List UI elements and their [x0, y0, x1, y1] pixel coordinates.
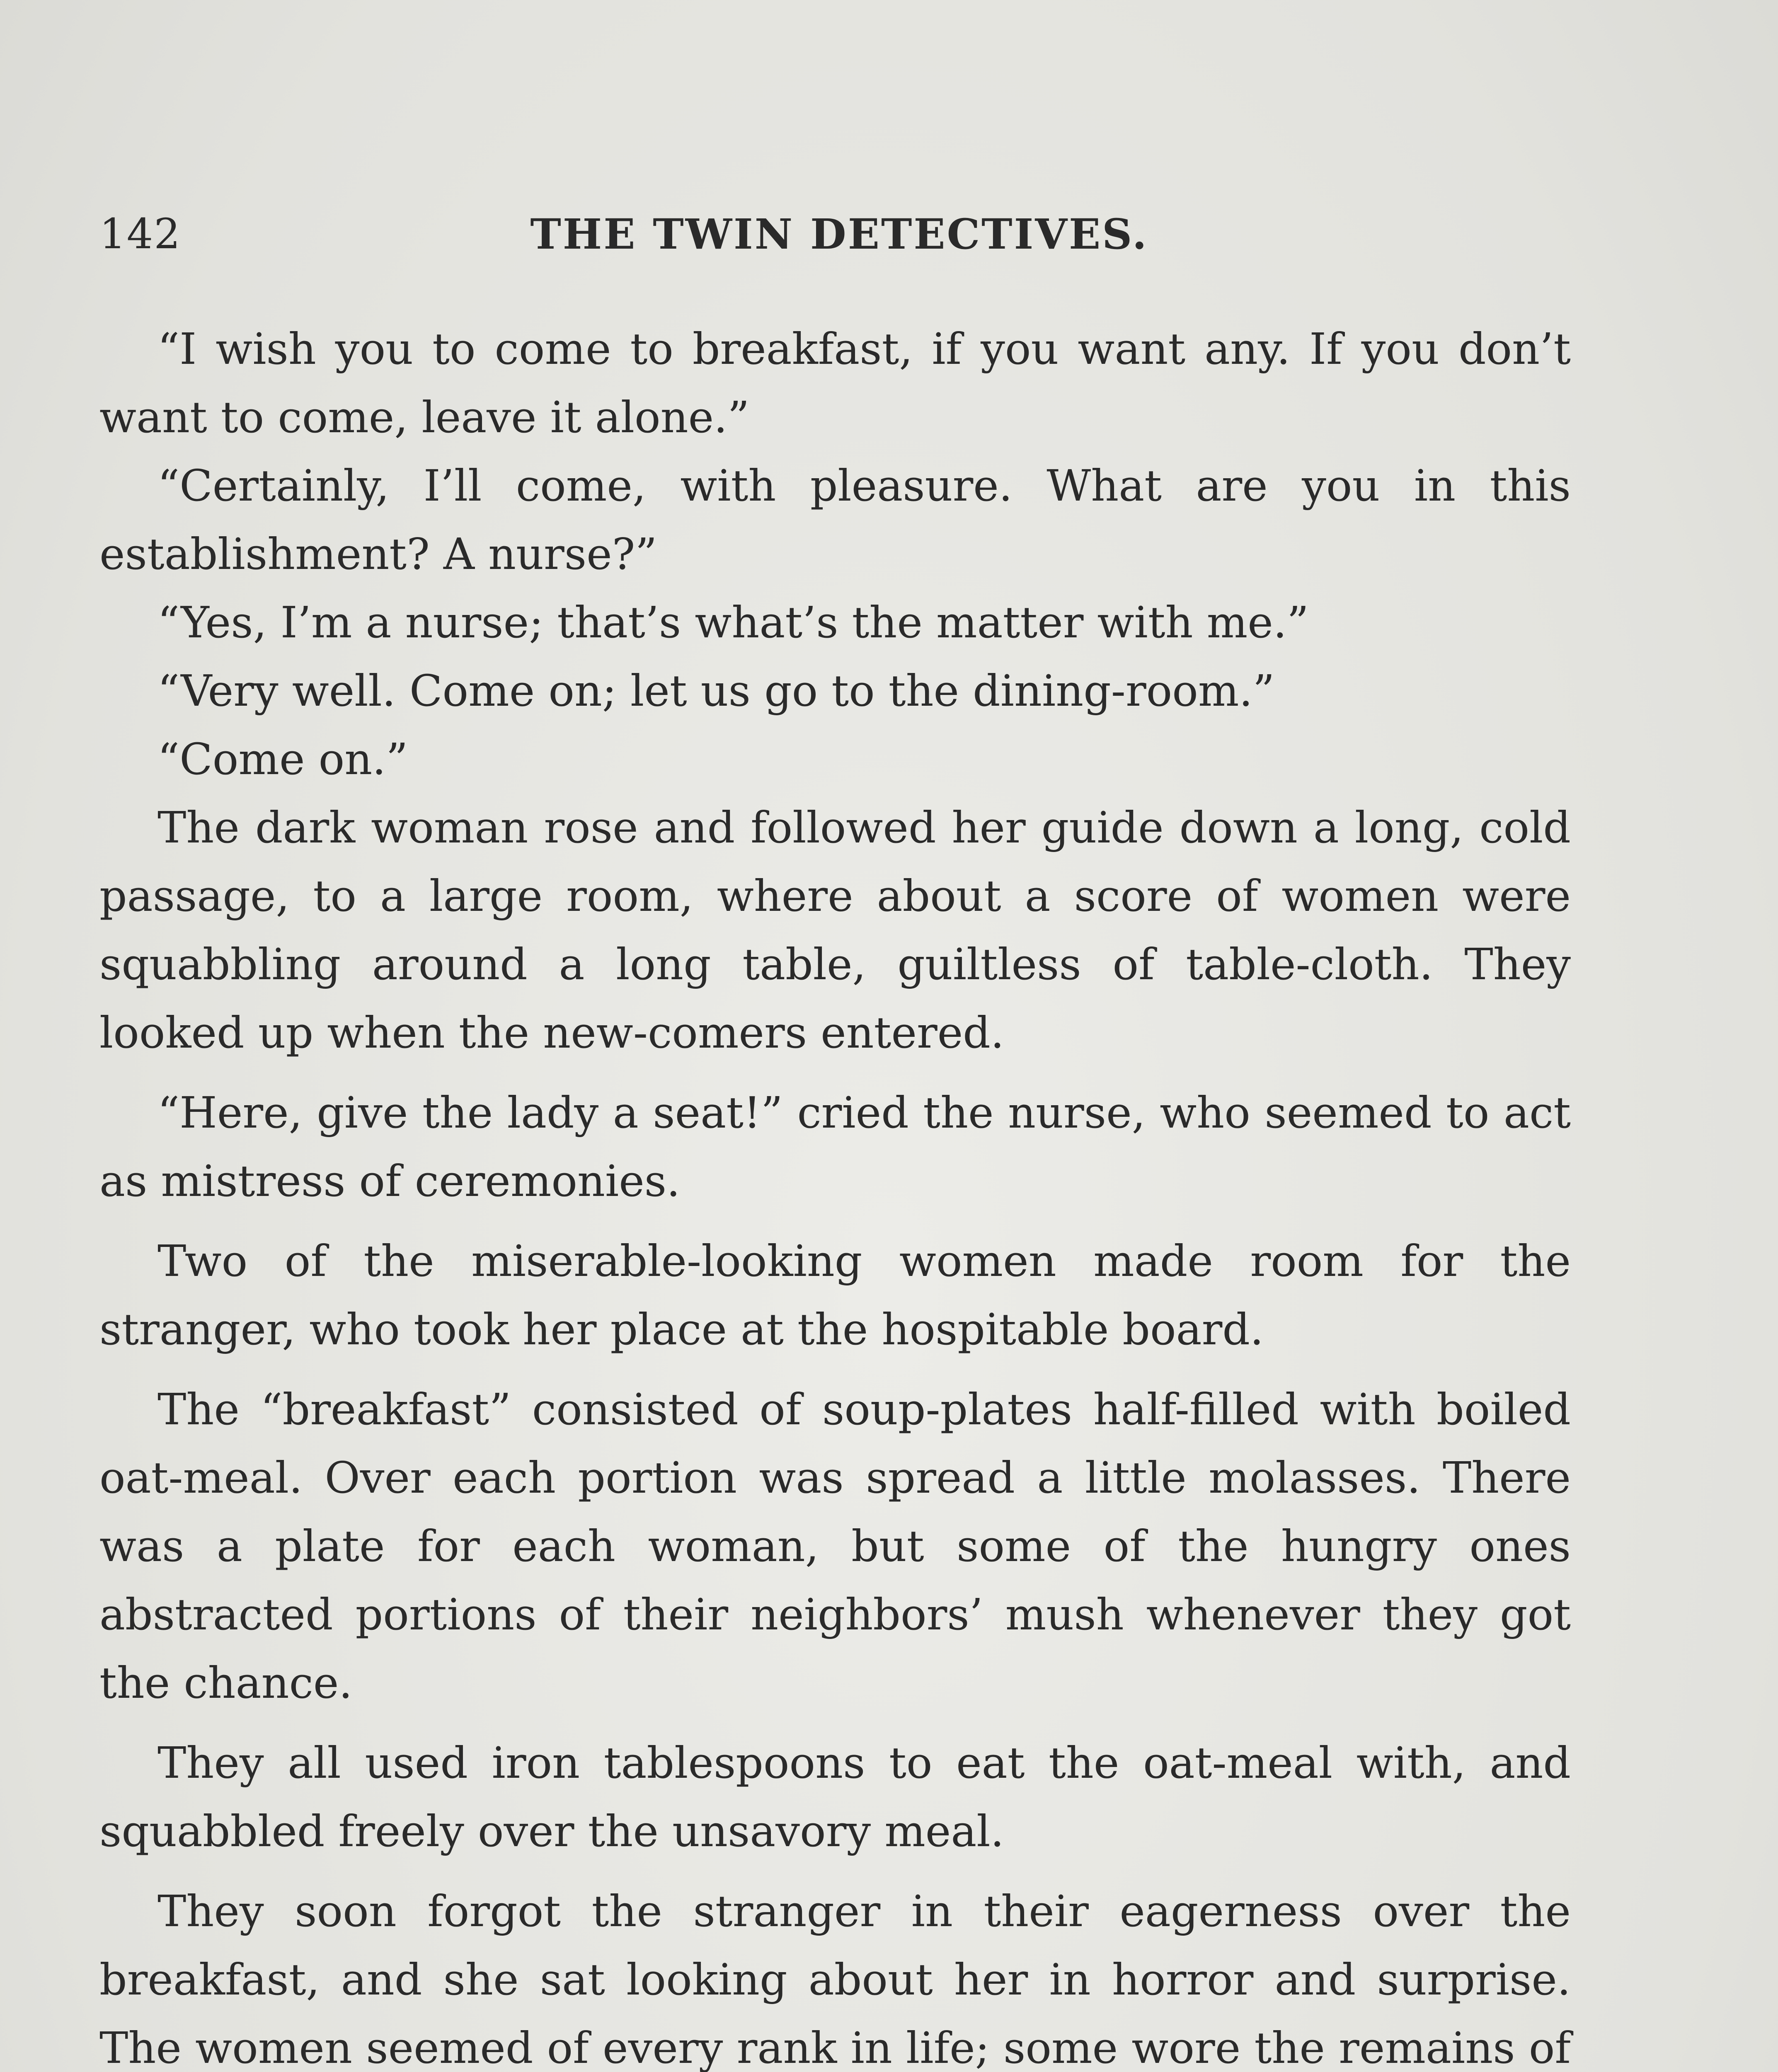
body-text: [99, 315, 1571, 2072]
paragraph: “Yes, I’m a nurse; that’s what’s the matter with me.”: [157, 597, 1309, 648]
paragraph: They all used iron tablespoons to eat the oat-meal with, and squabbled freely over the unsavory meal.: [99, 1738, 1571, 1857]
paragraph: The “breakfast” consisted of soup-plates half-filled with boiled oat-meal. Over each portion was spread a little molasses. There was a plate for each woman, but some of the hungry ones abstracted portions of their neighbors’ mush whenever they got the chance.: [99, 1384, 1571, 1708]
page-number: 142: [99, 210, 181, 258]
paragraph: “I wish you to come to breakfast, if you want any. If you don’t want to come, leave it alone.”: [99, 324, 1571, 443]
paragraph: “Very well. Come on; let us go to the dining-room.”: [157, 666, 1275, 716]
page-header: [99, 207, 1579, 261]
paragraph: “Certainly, I’ll come, with pleasure. What are you in this establishment? A nurse?”: [99, 460, 1571, 579]
paragraph: “Come on.”: [157, 734, 408, 784]
paragraph: Two of the miserable-looking women made room for the stranger, who took her place at the hospitable board.: [99, 1236, 1571, 1355]
paragraph: “Here, give the lady a seat!” cried the nurse, who seemed to act as mistress of ceremonies.: [99, 1087, 1571, 1206]
running-title: THE TWIN DETECTIVES.: [530, 210, 1148, 259]
paragraph: The dark woman rose and followed her guide down a long, cold passage, to a large room, where about a score of women were squabbling around a long table, guiltless of table-cloth. They looked up when the new-comers entered.: [99, 802, 1571, 1058]
paragraph: They soon forgot the stranger in their eagerness over the breakfast, and she sat looking about her in horror and surprise. The women seemed of every rank in life; some wore the remains of: [99, 1886, 1571, 2072]
